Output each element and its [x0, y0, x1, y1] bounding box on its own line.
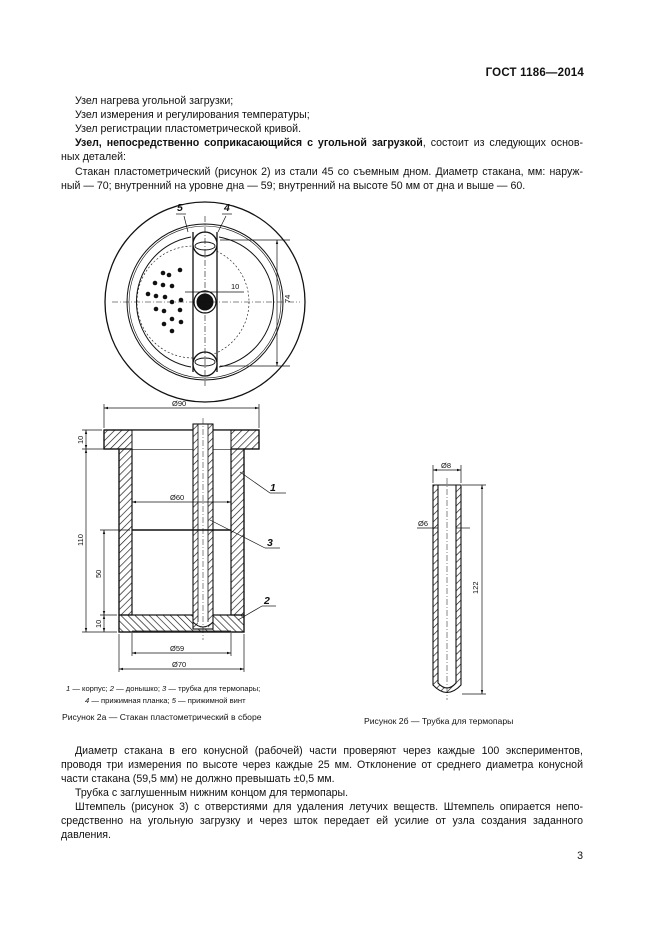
label-1: 1 — [270, 482, 276, 494]
label-5: 5 — [177, 202, 183, 214]
list-item: Узел нагрева угольной загрузки; — [75, 95, 234, 107]
body-p1-line1: Диаметр стакана в его конусной (рабочей) части проверяют через каждые 100 экспериментов, — [75, 745, 583, 757]
body-p3-line1: Штемпель (рисунок 3) с отверстиями для удаления летучих веществ. Штемпель опирается непо- — [75, 801, 583, 813]
dim-74: 74 — [283, 294, 292, 303]
body-p1-line2: проводя три измерения по высоте через каждые 25 мм. Отклонение от среднего диаметра конусной — [61, 759, 583, 771]
cup-text-line1: Стакан пластометрический (рисунок 2) из стали 45 со съемным дном. Диаметр стакана, мм: наруж- — [75, 166, 583, 178]
cup-plan-view — [105, 202, 305, 402]
dim-h50: 50 — [94, 569, 103, 578]
assembly-bold: Узел, непосредственно соприкасающийся с угольной загрузкой — [75, 137, 423, 149]
dim-tube-d8: Ø8 — [441, 461, 452, 470]
body-p3-line2: средственно на угольную загрузку и через шток передает ей усилие от узла создания заданного — [61, 815, 583, 827]
dim-d60: Ø60 — [170, 493, 185, 502]
figure-legend-line2: 4 — прижимная планка; 5 — прижимной винт — [85, 696, 246, 705]
label-3: 3 — [267, 537, 273, 549]
list-item: Узел измерения и регулирования температуры; — [75, 109, 310, 121]
dim-tube-122: 122 — [471, 581, 480, 594]
assembly-rest: , состоит из следующих основ- — [422, 137, 583, 149]
body-p3-line3: давления. — [61, 829, 111, 841]
label-2: 2 — [264, 595, 270, 607]
label-4: 4 — [224, 202, 230, 214]
cup-text-line2: ный — 70; внутренний на уровне дна — 59; внутренний на высоте 50 мм от дна и выше — 60. — [61, 180, 526, 192]
body-p1-line3: части стакана (59,5 мм) не должно превышать ±0,5 мм. — [61, 773, 335, 785]
dim-d70: Ø70 — [172, 660, 187, 669]
figure-2a-caption: Рисунок 2а — Стакан пластометрический в сборе — [62, 712, 262, 722]
dim-d90: Ø90 — [172, 399, 187, 408]
page-number: 3 — [577, 850, 583, 862]
dim-h10-top: 10 — [76, 435, 85, 444]
tube-drawing — [433, 478, 461, 700]
list-item: Узел регистрации пластометрической кривой. — [75, 123, 302, 135]
figure-legend-line1: 1 — корпус; 2 — донышко; 3 — трубка для термопары; — [66, 684, 261, 693]
dim-10-plan: 10 — [231, 282, 240, 291]
body-p2: Трубка с заглушенным нижним концом для термопары. — [75, 787, 349, 799]
figure-2b-caption: Рисунок 2б — Трубка для термопары — [364, 716, 514, 726]
standard-header: ГОСТ 1186—2014 — [485, 67, 584, 79]
cup-section-view — [104, 418, 259, 640]
dim-h110: 110 — [76, 534, 85, 546]
dim-tube-d6: Ø6 — [418, 519, 429, 528]
dim-h10-bottom: 10 — [94, 619, 103, 628]
assembly-cont: ных деталей: — [61, 151, 126, 163]
dim-d59: Ø59 — [170, 644, 185, 653]
vent-holes — [146, 268, 184, 334]
